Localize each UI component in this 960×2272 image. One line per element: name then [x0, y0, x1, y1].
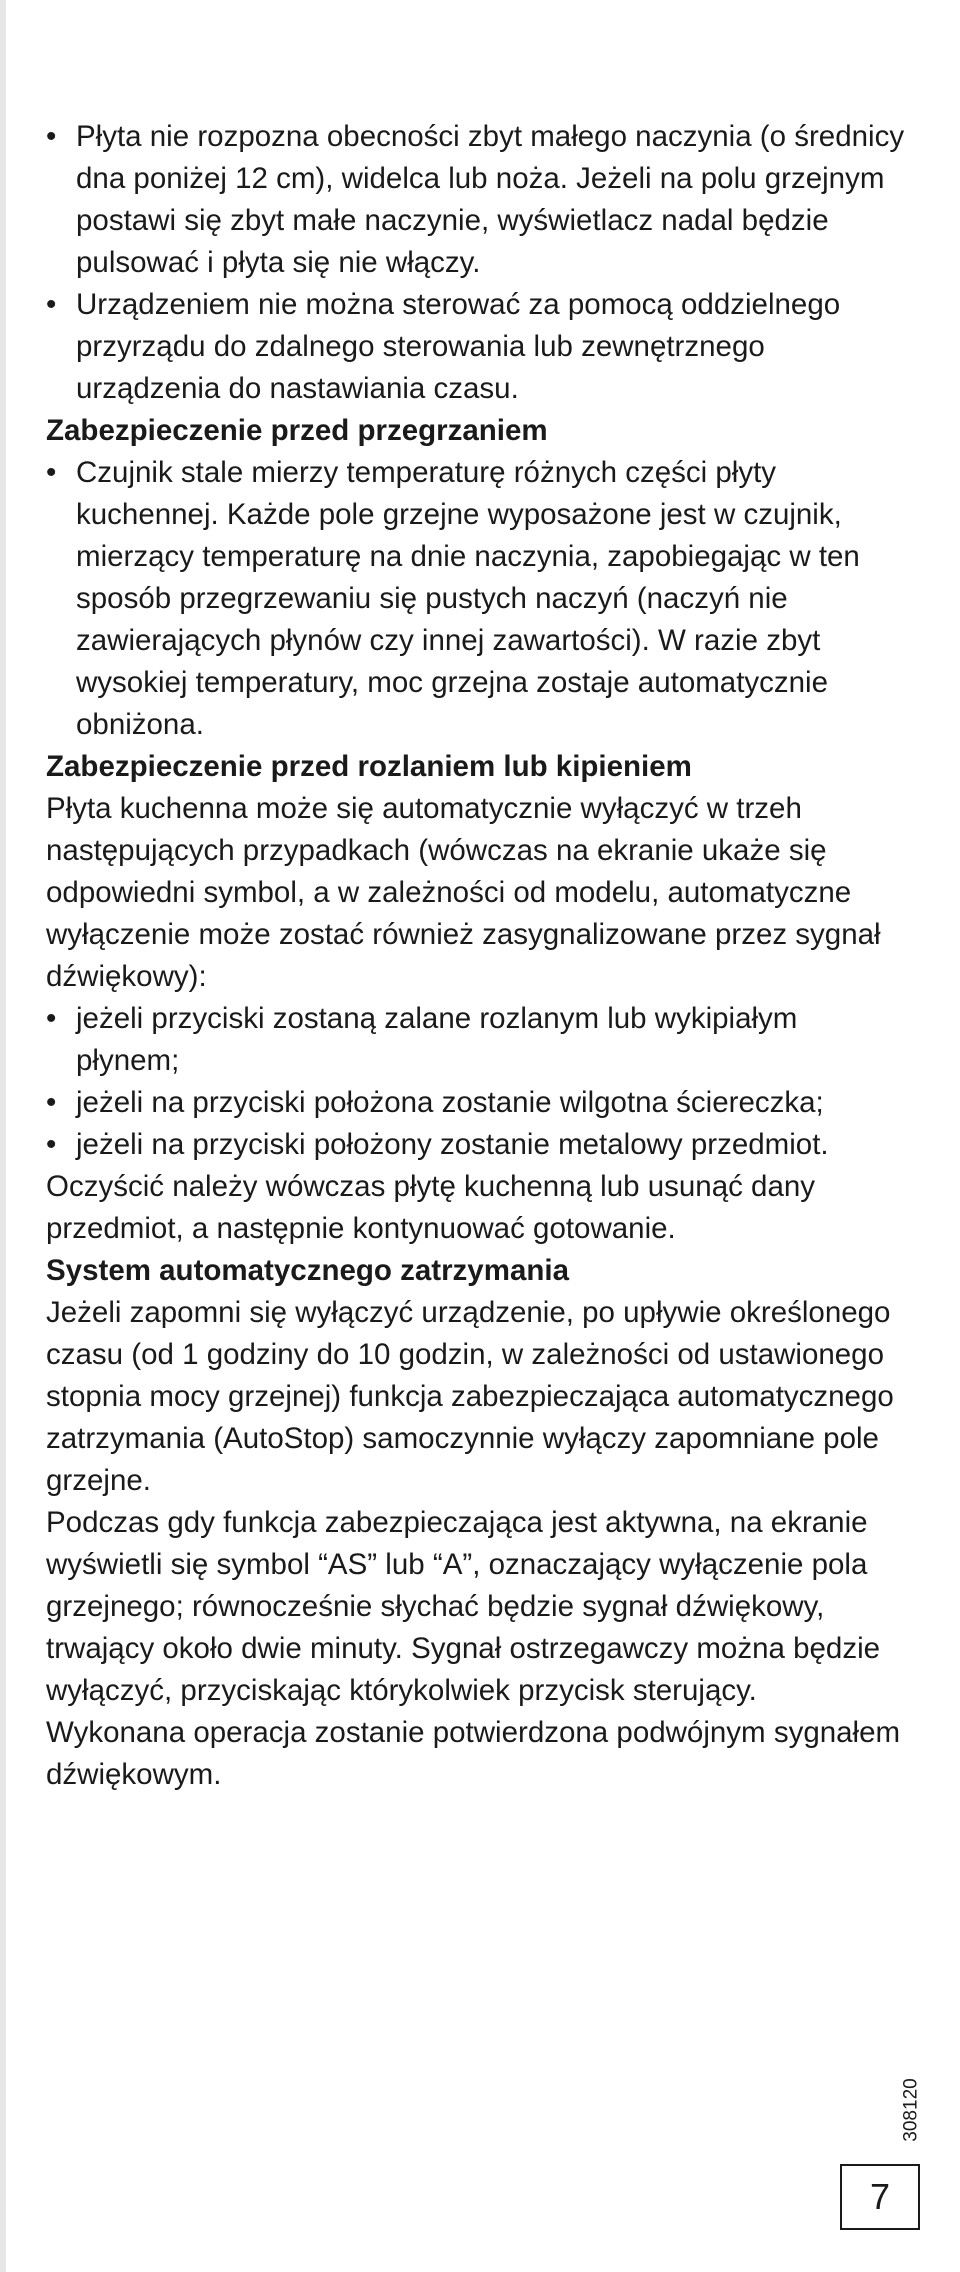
document-code — [887, 2078, 937, 2142]
spill-bullet-list — [46, 998, 906, 1166]
list-item: • Urządzeniem nie można sterować za pomocą oddzielnego przyrządu do zdalnego sterowania lub zewnętrznego urządzenia do nastawiania czasu. — [46, 284, 906, 410]
spill-intro-paragraph: Płyta kuchenna może się automatycznie wyłączyć w trzeh następujących przypadkach (wówczas na ekranie ukaże się odpowiedni symbol, a w zależności od modelu, automatyczne wyłączenie może zostać również zasygnalizowane przez sygnał dźwiękowy): — [46, 792, 881, 993]
spill-outro-paragraph: Oczyścić należy wówczas płytę kuchenną lub usunąć dany przedmiot, a następnie kontynuować gotowanie. — [46, 1170, 816, 1245]
page-number: 7 — [869, 2176, 891, 2217]
intro-bullet-list — [46, 116, 906, 410]
section-heading-autostop: System automatycznego zatrzymania — [46, 1254, 569, 1287]
list-item: • jeżeli na przyciski położony zostanie metalowy przedmiot. — [46, 1124, 906, 1166]
autostop-paragraph-3: Wykonana operacja zostanie potwierdzona podwójnym sygnałem dźwiękowym. — [46, 1716, 901, 1791]
page-edge-bar — [0, 0, 6, 2272]
autostop-paragraph-1: Jeżeli zapomni się wyłączyć urządzenie, po upływie określonego czasu (od 1 godziny do 10 godzin, w zależności od ustawionego stopnia mocy grzejnej) funkcja zabezpieczająca automatycznego zatrzymania (AutoStop) samoczynnie wyłączy zapomniane pole grzejne. — [46, 1296, 894, 1497]
page-content — [46, 116, 906, 1796]
overheat-bullet-list — [46, 452, 906, 746]
section-heading-overheat: Zabezpieczenie przed przegrzaniem — [46, 414, 548, 447]
document-code-text: 308120 — [901, 2078, 922, 2142]
page-number-box — [840, 2164, 920, 2230]
list-item: • Czujnik stale mierzy temperaturę różnych części płyty kuchennej. Każde pole grzejne wyposażone jest w czujnik, mierzący temperaturę na dnie naczynia, zapobiegając w ten sposób przegrzewaniu się pustych naczyń (naczyń nie zawierających płynów czy innej zawartości). W razie zbyt wysokiej temperatury, moc grzejna zostaje automatycznie obniżona. — [46, 452, 906, 746]
list-item: • jeżeli na przyciski położona zostanie wilgotna ściereczka; — [46, 1082, 906, 1124]
list-item: • jeżeli przyciski zostaną zalane rozlanym lub wykipiałym płynem; — [46, 998, 906, 1082]
section-heading-spill: Zabezpieczenie przed rozlaniem lub kipieniem — [46, 750, 692, 783]
list-item: • Płyta nie rozpozna obecności zbyt małego naczynia (o średnicy dna poniżej 12 cm), widelca lub noża. Jeżeli na polu grzejnym postawi się zbyt małe naczynie, wyświetlacz nadal będzie pulsować i płyta się nie włączy. — [46, 116, 906, 284]
autostop-paragraph-2: Podczas gdy funkcja zabezpieczająca jest aktywna, na ekranie wyświetli się symbol “AS” lub “A”, oznaczający wyłączenie pola grzejnego; równocześnie słychać będzie sygnał dźwiękowy, trwający około dwie minuty. Sygnał ostrzegawczy można będzie wyłączyć, przyciskając którykolwiek przycisk sterujący. — [46, 1506, 881, 1707]
